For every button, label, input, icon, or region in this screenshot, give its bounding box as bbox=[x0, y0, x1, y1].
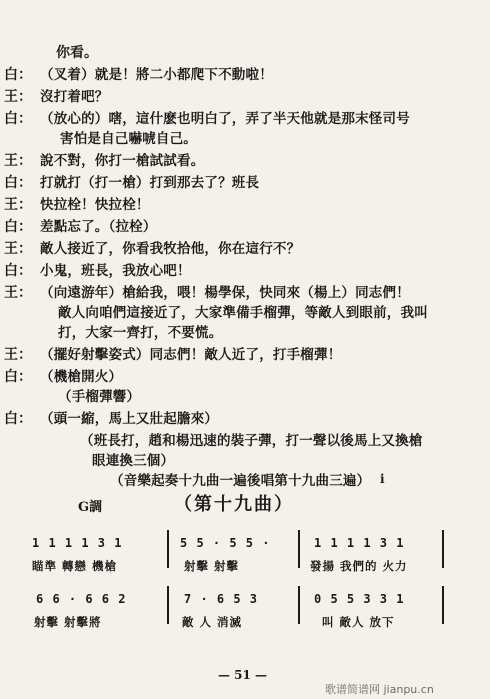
dialogue-line bbox=[0, 195, 490, 217]
dialogue-line bbox=[0, 239, 490, 261]
notes: 0 5 5 3 3 1 bbox=[314, 592, 405, 606]
dialogue-text: 敵人向咱們這接近了，大家準備手榴彈，等敵人到眼前，我叫 bbox=[58, 305, 428, 321]
dialogue-text: （音樂起奏十九曲一遍後唱第十九曲三遍） bbox=[110, 473, 371, 489]
score-row bbox=[30, 586, 450, 641]
dialogue-text: （向遠游年）槍給我，喂！楊學保，快同來（楊上）同志們！ bbox=[40, 285, 410, 301]
dialogue-text: （機槍開火） bbox=[40, 369, 123, 385]
speaker-label: 白： bbox=[4, 263, 32, 279]
dialogue-text: 打就打（打一槍）打到那去了？班長 bbox=[40, 175, 260, 191]
dialogue-line bbox=[0, 431, 490, 453]
dialogue-text: （班長打，趙和楊迅速的裝子彈，打一聲以後馬上又換槍 bbox=[80, 433, 423, 449]
dialogue-text: 小鬼，班長，我放心吧！ bbox=[40, 263, 191, 279]
dialogue-line bbox=[0, 261, 490, 283]
lyrics: 射擊 射擊將 bbox=[34, 615, 102, 629]
score-measure bbox=[30, 586, 165, 641]
dialogue-text: 敵人接近了，你看我牧拾他，你在這行不？ bbox=[40, 241, 301, 257]
dialogue-line bbox=[0, 151, 490, 173]
notes: 5 5 · 5 5 · bbox=[180, 536, 271, 550]
speaker-label: 王： bbox=[4, 285, 32, 301]
page-number: — 51 — bbox=[218, 668, 268, 682]
dialogue-text: （叉着）就是！將二小都爬下不動啦！ bbox=[40, 67, 273, 83]
speaker-label: 王： bbox=[4, 241, 32, 257]
dialogue-text: （放心的）嗐，這什麽也明白了，弄了半天他就是那末怪司号 bbox=[40, 111, 410, 127]
score-measure bbox=[310, 530, 440, 585]
lyrics: 敵 人 消滅 bbox=[182, 615, 243, 629]
dialogue-line bbox=[0, 217, 490, 239]
dialogue-line bbox=[0, 323, 490, 345]
dialogue-text: 說不對，你打一槍試試看。 bbox=[40, 153, 205, 169]
speaker-label: 白： bbox=[4, 411, 32, 427]
watermark: 歌谱简谱网 jianpu.cn bbox=[325, 683, 434, 696]
speaker-label: 白： bbox=[4, 369, 32, 385]
dialogue-line bbox=[0, 387, 490, 409]
lyrics: 射擊 射擊 bbox=[184, 559, 240, 573]
dialogue-line bbox=[0, 303, 490, 325]
dialogue-text: （擺好射擊姿式）同志們！敵人近了，打手榴彈！ bbox=[40, 347, 342, 363]
dialogue-text: 打，大家一齊打，不要慌。 bbox=[58, 325, 223, 341]
bar-line bbox=[167, 530, 169, 568]
notes: 6 6 · 6 6 2 bbox=[36, 592, 127, 606]
speaker-label: 王： bbox=[4, 89, 32, 105]
bar-line bbox=[298, 530, 300, 568]
notes: 7 · 6 5 3 bbox=[184, 592, 259, 606]
dialogue-text: （手榴彈響） bbox=[58, 389, 141, 405]
dialogue-line bbox=[0, 451, 490, 473]
notes: 1 1 1 1 3 1 bbox=[32, 536, 123, 550]
notes: 1 1 1 1 3 1 bbox=[314, 536, 405, 550]
speaker-label: 白： bbox=[4, 111, 32, 127]
dialogue-line bbox=[0, 87, 490, 109]
key-signature: G調 bbox=[78, 500, 103, 515]
score-measure bbox=[178, 530, 296, 585]
lyrics: 瞄準 轉戀 機槍 bbox=[32, 559, 118, 573]
score-measure bbox=[178, 586, 296, 641]
intro-line: 你看。 bbox=[56, 45, 98, 61]
section-title: （第十九曲） bbox=[174, 494, 294, 515]
speaker-label: 白： bbox=[4, 67, 32, 83]
speaker-label: 王： bbox=[4, 153, 32, 169]
speaker-label: 白： bbox=[4, 175, 32, 191]
score-measure bbox=[310, 586, 440, 641]
dialogue-line bbox=[0, 367, 490, 389]
score-measure bbox=[30, 530, 165, 585]
speaker-label: 王： bbox=[4, 197, 32, 213]
dialogue-line bbox=[0, 409, 490, 431]
dialogue-line bbox=[0, 65, 490, 87]
bar-line bbox=[442, 586, 444, 624]
dialogue-line bbox=[0, 345, 490, 367]
dialogue-text: 害怕是自己嚇唬自己。 bbox=[60, 131, 197, 147]
bar-line bbox=[442, 530, 444, 568]
dialogue-text: 眼連換三個） bbox=[92, 453, 175, 469]
dialogue-line bbox=[0, 109, 490, 131]
dialogue-text: （頭一縮，馬上又壯起膽來） bbox=[40, 411, 219, 427]
bar-line bbox=[167, 586, 169, 624]
speaker-label: 王： bbox=[4, 347, 32, 363]
lyrics: 叫 敵人 放下 bbox=[322, 615, 395, 629]
dialogue-line bbox=[0, 129, 490, 151]
score-row bbox=[30, 530, 450, 585]
bar-line bbox=[298, 586, 300, 624]
dialogue-line bbox=[0, 173, 490, 195]
dialogue-text: 沒打着吧？ bbox=[40, 89, 109, 105]
dialogue-text: 差點忘了。（拉栓） bbox=[40, 219, 157, 235]
dialogue-text: 快拉栓！快拉栓！ bbox=[40, 197, 150, 213]
speaker-label: 白： bbox=[4, 219, 32, 235]
margin-mark: i bbox=[380, 472, 385, 486]
lyrics: 發揚 我們的 火力 bbox=[310, 559, 408, 573]
dialogue-line bbox=[0, 283, 490, 305]
